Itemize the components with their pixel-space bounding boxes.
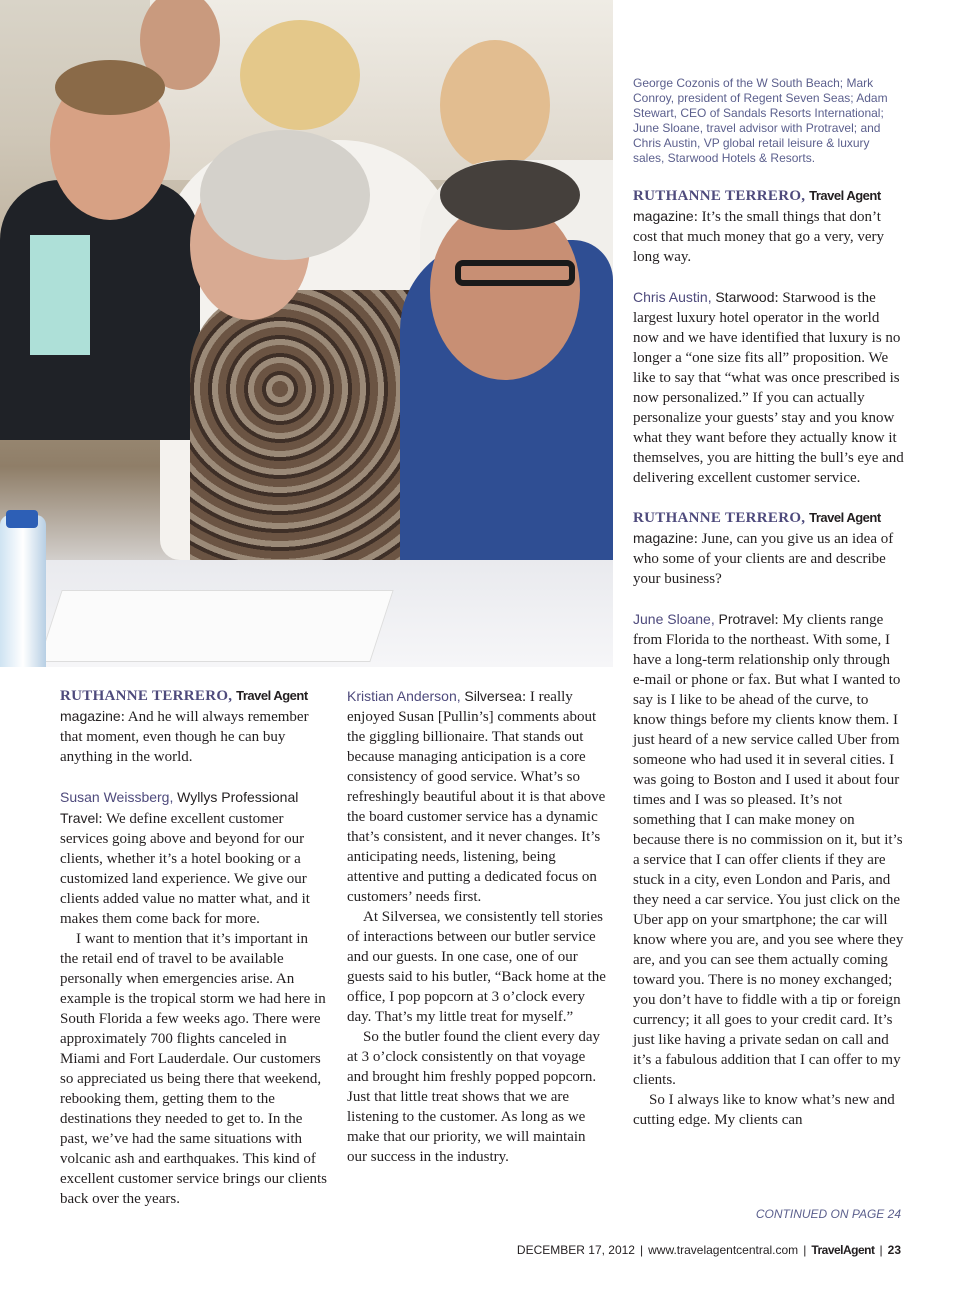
photo-paper — [38, 590, 393, 662]
page-footer — [460, 1243, 901, 1257]
speaker-org-suffix: magazine — [633, 530, 694, 546]
footer-brand: TravelAgent — [811, 1243, 875, 1257]
speaker-org: Travel Agent — [236, 688, 308, 703]
speaker-name: Susan Weissberg, — [60, 789, 174, 805]
article-photo — [0, 0, 613, 667]
photo-person-back-3 — [440, 40, 550, 170]
photo-person-left-hair — [55, 60, 165, 115]
speaker-name: Kristian Anderson, — [347, 688, 461, 704]
photo-person-back-2 — [240, 20, 360, 130]
paragraph — [633, 609, 905, 1090]
speaker-name: Chris Austin, — [633, 289, 712, 305]
speaker-name: RUTHANNE TERRERO, — [633, 510, 806, 526]
paragraph — [347, 686, 607, 907]
paragraph: So I always like to know what’s new and cutting edge. My clients can — [633, 1092, 895, 1128]
speaker-org-suffix: magazine — [60, 708, 121, 724]
photo-person-center-hair — [200, 130, 370, 260]
photo-caption: George Cozonis of the W South Beach; Mark Conroy, president of Regent Seven Seas; Adam Stewart, CEO of Sandals Resorts International; June Sloane, travel advisor with Protravel; and Chris Austin, VP global retail leisure & luxury sales, Starwood Hotels & Resorts. — [633, 76, 888, 165]
footer-date: DECEMBER 17, 2012 — [516, 1243, 635, 1257]
footer-separator: | — [879, 1243, 883, 1257]
paragraph-text: : And he will always remember that moment, even though he can buy anything in the world. — [60, 709, 309, 765]
paragraph — [633, 287, 905, 488]
photo-water-bottle — [0, 515, 46, 667]
speaker-name: RUTHANNE TERRERO, — [633, 188, 806, 204]
article-column-2 — [347, 686, 607, 1167]
photo-person-left-shirt — [30, 235, 90, 355]
photo-person-right-glasses — [455, 260, 575, 286]
paragraph: At Silversea, we consistently tell stories of interactions between our butler service and our guests. In one case, one of our guests said to his butler, “Back home at the office, I pop popcorn at 3 o’clock every day. That’s my little treat for myself.” — [347, 909, 606, 1025]
paragraph — [633, 186, 905, 267]
footer-url: www.travelagentcentral.com — [648, 1243, 799, 1257]
footer-separator: | — [639, 1243, 644, 1257]
photo-person-right-hair — [440, 160, 580, 230]
article-column-3 — [633, 186, 905, 1130]
footer-separator: | — [803, 1243, 807, 1257]
speaker-org: Travel Agent — [809, 510, 881, 525]
paragraph-text: : June, can you give us an idea of who some of your clients are and describe your business? — [633, 531, 894, 587]
paragraph: I want to mention that it’s important in the retail end of travel to be available personally when emergencies arise. An example is the tropical storm we had here in South Florida a few weeks ago. There were approximately 700 flights canceled in Miami and Fort Lauderdale. Our customers so appreciated us being there that weekend, rebooking them, getting them to the destinations they needed to get to. In the past, we’ve had the same situations with volcanic ash and earthquakes. This kind of excellent customer service brings our clients back over the years. — [60, 931, 327, 1207]
speaker-org: Wyllys Professional Travel — [60, 789, 299, 826]
speaker-org: Protravel — [718, 611, 775, 627]
page-number: 23 — [887, 1243, 901, 1257]
paragraph-text: : I really enjoyed Susan [Pullin’s] comments about the giggling billionaire. That stands out because managing anticipation is a core consistency of good service. What’s so refreshingly beautiful about it is that above the board customer service has a dynamic that’s consistent, and it never changes. It’s anticipating needs, listening, being attentive and putting a dedicated focus on customers’ needs first. — [347, 689, 606, 905]
paragraph-text: : It’s the small things that don’t cost that much money that go a very, very long way. — [633, 209, 885, 265]
paragraph-text: : We define excellent customer services going above and beyond for our clients, whether it’s a hotel booking or a customized land experience. We give our clients added value no matter what, and it makes them come back for more. — [60, 811, 310, 927]
speaker-org-suffix: magazine — [633, 208, 694, 224]
speaker-org: Silversea — [464, 688, 522, 704]
continued-notice: CONTINUED ON PAGE 24 — [755, 1207, 901, 1221]
paragraph — [60, 787, 330, 929]
speaker-name: RUTHANNE TERRERO, — [60, 688, 233, 704]
speaker-name: June Sloane, — [633, 611, 715, 627]
paragraph — [60, 686, 330, 767]
paragraph: So the butler found the client every day at 3 o’clock consistently on that voyage and brought him freshly popped popcorn. Just that little treat shows that we are listening to the customer. As long as we make that our priority, we will maintain our success in the industry. — [347, 1029, 601, 1165]
paragraph — [633, 508, 905, 589]
photo-bottle-cap — [6, 510, 38, 528]
paragraph-text: : My clients range from Florida to the northeast. With some, I have a long-term relationship only through e-mail or phone or fax. But what I wanted to say is I like to be ahead of the curve, to know things before my clients know them. I just heard of a new service called Uber from someone who had used it in several cities. I was going to Boston and I used it about four times and I was so pleased. It’s not something that I can make money on because there is no commission on it, but it’s a service that I can offer clients if they are stuck in a city, even London and Paris, and they need a car service. You just click on the Uber app on your smartphone; the car will know where you are, and you see where they are, and you can see them actually coming toward you. There is no money exchanged; you don’t have to fiddle with a tip or foreign currency; it all goes to your credit card. It’s just like having a private sedan on call and it’s a fabulous addition that I can offer to my clients. — [633, 612, 904, 1088]
speaker-org: Travel Agent — [809, 188, 881, 203]
speaker-org: Starwood — [715, 289, 775, 305]
paragraph-text: : Starwood is the largest luxury hotel operator in the world now and we have identified that luxury is no longer a “one size fits all” proposition. We like to say that “what was once prescribed is now personalized.” If you can actually personalize your guests’ stay and you know what they want before they actually know it themselves, you are hitting the bull’s eye and delivering excellent customer service. — [633, 290, 904, 486]
article-column-1 — [60, 686, 330, 1209]
